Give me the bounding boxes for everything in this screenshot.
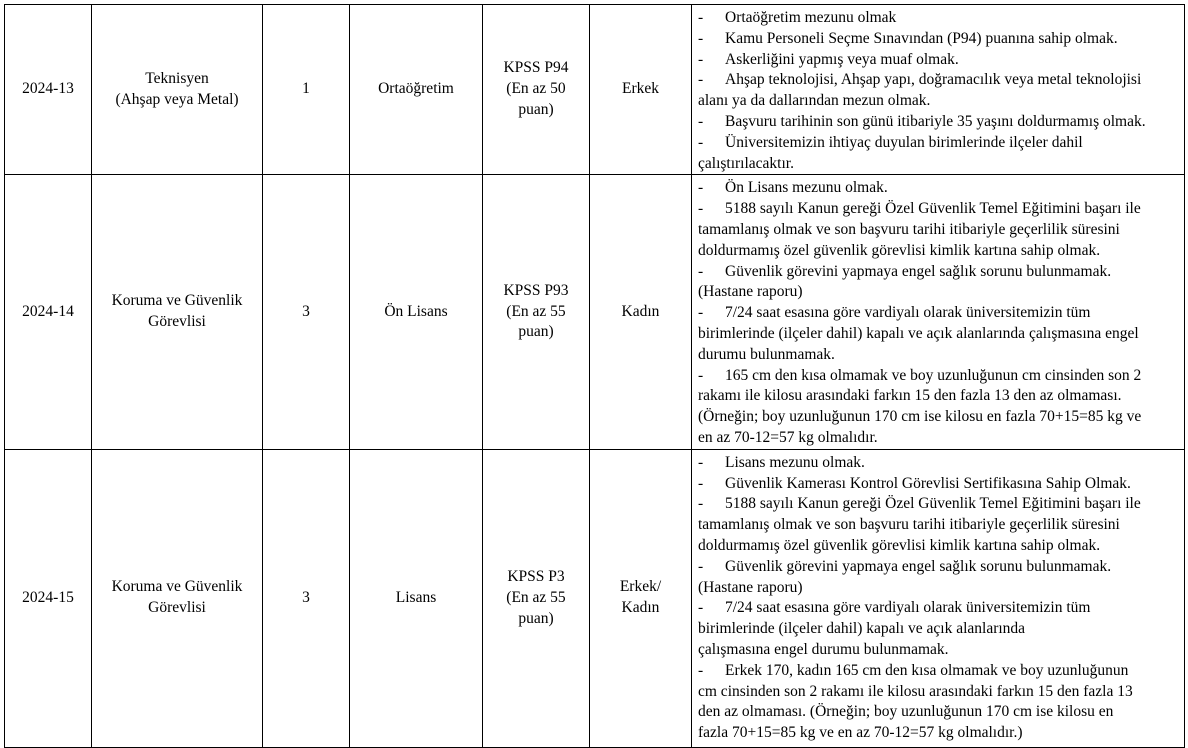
exam-requirement: KPSS P93 (En az 55 puan) <box>503 281 569 341</box>
condition-text: Ortaöğretim mezunu olmak <box>725 9 897 26</box>
condition-continuation <box>698 345 1178 366</box>
condition-continuation <box>698 386 1178 407</box>
exam-requirement-cell <box>483 5 590 175</box>
condition-text: den az olmaması. (Örneğin; boy uzunluğunun 170 cm ise kilosu en <box>698 703 1114 721</box>
condition-text: rakamı ile kilosu arasındaki farkın 15 den fazla 13 den az olmaması. <box>698 387 1122 405</box>
condition-continuation <box>698 682 1178 703</box>
condition-continuation <box>698 241 1178 262</box>
condition-continuation <box>698 640 1178 661</box>
bullet-dash-icon: - <box>698 29 704 47</box>
condition-text: alanı ya da dallarından mezun olmak. <box>698 92 931 110</box>
condition-item <box>698 199 1178 220</box>
exam-requirement: KPSS P94 (En az 50 puan) <box>503 59 569 119</box>
condition-continuation <box>698 91 1178 112</box>
position-title: Koruma ve Güvenlik Görevlisi <box>111 292 243 331</box>
posting-code-cell <box>5 175 92 449</box>
gender-cell <box>590 449 692 747</box>
posting-code: 2024-14 <box>22 302 74 320</box>
bullet-dash-icon: - <box>698 304 704 322</box>
condition-item <box>698 29 1178 50</box>
condition-text: Erkek 170, kadın 165 cm den kısa olmamak ve boy uzunluğunun <box>725 661 1129 679</box>
posting-code: 2024-15 <box>22 588 74 606</box>
education-level-cell <box>350 5 483 175</box>
conditions-cell <box>692 449 1185 747</box>
bullet-dash-icon: - <box>698 557 704 575</box>
condition-text: 7/24 saat esasına göre vardiyalı olarak üniversitemizin tüm <box>725 304 1091 322</box>
condition-text: çalışmasına engel durumu bulunmamak. <box>698 640 949 658</box>
bullet-dash-icon: - <box>698 661 704 679</box>
education-level-cell <box>350 175 483 449</box>
condition-text: cm cinsinden son 2 rakamı ile kilosu arasındaki farkın 15 den fazla 13 <box>698 682 1133 700</box>
condition-item <box>698 453 1178 474</box>
education-level-cell <box>350 449 483 747</box>
bullet-dash-icon: - <box>698 474 704 492</box>
position-title: Koruma ve Güvenlik Görevlisi <box>111 578 243 617</box>
condition-text: Güvenlik Kamerası Kontrol Görevlisi Sertifikasına Sahip Olmak. <box>725 474 1131 492</box>
position-title-cell <box>92 449 263 747</box>
condition-item <box>698 50 1178 71</box>
gender-cell <box>590 5 692 175</box>
position-count-cell <box>263 175 350 449</box>
condition-continuation <box>698 220 1178 241</box>
condition-text: birimlerinde (ilçeler dahil) kapalı ve açık alanlarında <box>698 620 1026 638</box>
condition-text: (Örneğin; boy uzunluğunun 170 cm ise kilosu en fazla 70+15=85 kg ve <box>698 408 1142 426</box>
bullet-dash-icon: - <box>698 599 704 617</box>
condition-continuation <box>698 536 1178 557</box>
table-row <box>5 175 1185 449</box>
position-count-cell <box>263 5 350 175</box>
bullet-dash-icon: - <box>698 112 704 130</box>
condition-text: doldurmamış özel güvenlik görevlisi kimlik kartına sahip olmak. <box>698 536 1101 554</box>
condition-continuation <box>698 282 1178 303</box>
condition-text: doldurmamış özel güvenlik görevlisi kimlik kartına sahip olmak. <box>698 241 1101 259</box>
condition-text: 5188 sayılı Kanun gereği Özel Güvenlik Temel Eğitimini başarı ile <box>725 200 1141 218</box>
education-level: Ortaöğretim <box>378 80 454 98</box>
bullet-dash-icon: - <box>698 262 704 280</box>
education-level: Ön Lisans <box>384 302 448 320</box>
condition-text: Lisans mezunu olmak. <box>725 453 865 471</box>
condition-text: 5188 sayılı Kanun gereği Özel Güvenlik Temel Eğitimini başarı ile <box>725 495 1141 513</box>
position-title-cell <box>92 175 263 449</box>
condition-item <box>698 557 1178 578</box>
condition-continuation <box>698 578 1178 599</box>
gender-cell <box>590 175 692 449</box>
condition-item <box>698 8 1178 29</box>
bullet-dash-icon: - <box>698 9 704 26</box>
condition-text: Güvenlik görevini yapmaya engel sağlık sorunu bulunmamak. <box>725 262 1112 280</box>
bullet-dash-icon: - <box>698 71 704 89</box>
exam-requirement-cell <box>483 449 590 747</box>
bullet-dash-icon: - <box>698 50 704 68</box>
table-row <box>5 449 1185 747</box>
condition-text: durumu bulunmamak. <box>698 345 835 363</box>
table-row <box>5 5 1185 175</box>
condition-item <box>698 598 1178 619</box>
condition-continuation <box>698 324 1178 345</box>
position-title-cell <box>92 5 263 175</box>
condition-text: tamamlanış olmak ve son başvuru tarihi itibariyle geçerlilik süresini <box>698 220 1120 238</box>
position-count-cell <box>263 449 350 747</box>
job-postings-table <box>4 4 1185 748</box>
condition-text: Üniversitemizin ihtiyaç duyulan birimlerinde ilçeler dahil <box>725 133 1083 151</box>
bullet-dash-icon: - <box>698 453 704 471</box>
condition-continuation <box>698 723 1178 744</box>
exam-requirement-cell <box>483 175 590 449</box>
posting-code-cell <box>5 449 92 747</box>
position-count: 3 <box>302 302 310 320</box>
condition-item <box>698 178 1178 199</box>
gender: Erkek <box>621 80 659 98</box>
condition-continuation <box>698 154 1178 175</box>
conditions-cell <box>692 5 1185 175</box>
condition-item <box>698 133 1178 154</box>
bullet-dash-icon: - <box>698 179 704 197</box>
education-level: Lisans <box>395 588 437 606</box>
condition-item <box>698 70 1178 91</box>
posting-code: 2024-13 <box>22 80 74 98</box>
condition-continuation <box>698 407 1178 428</box>
gender: Erkek/ Kadın <box>619 578 662 617</box>
conditions-cell <box>692 175 1185 449</box>
condition-item <box>698 262 1178 283</box>
position-title: Teknisyen (Ahşap veya Metal) <box>115 69 239 108</box>
condition-text: en az 70-12=57 kg olmalıdır. <box>698 428 878 446</box>
condition-item <box>698 366 1178 387</box>
position-count: 3 <box>302 588 310 606</box>
bullet-dash-icon: - <box>698 366 704 384</box>
condition-item <box>698 474 1178 495</box>
condition-text: Ön Lisans mezunu olmak. <box>725 179 888 197</box>
bullet-dash-icon: - <box>698 200 704 218</box>
condition-continuation <box>698 702 1178 723</box>
bullet-dash-icon: - <box>698 133 704 151</box>
condition-text: (Hastane raporu) <box>698 578 803 596</box>
condition-item <box>698 112 1178 133</box>
condition-text: tamamlanış olmak ve son başvuru tarihi itibariyle geçerlilik süresini <box>698 516 1120 534</box>
condition-item <box>698 661 1178 682</box>
condition-text: Kamu Personeli Seçme Sınavından (P94) puanına sahip olmak. <box>725 29 1118 47</box>
condition-text: çalıştırılacaktır. <box>698 154 794 172</box>
condition-continuation <box>698 515 1178 536</box>
condition-text: 7/24 saat esasına göre vardiyalı olarak üniversitemizin tüm <box>725 599 1091 617</box>
condition-text: 165 cm den kısa olmamak ve boy uzunluğunun cm cinsinden son 2 <box>725 366 1142 384</box>
condition-item <box>698 303 1178 324</box>
condition-text: Güvenlik görevini yapmaya engel sağlık sorunu bulunmamak. <box>725 557 1112 575</box>
position-count: 1 <box>302 80 310 98</box>
condition-text: fazla 70+15=85 kg ve en az 70-12=57 kg olmalıdır.) <box>698 724 1023 742</box>
condition-text: Ahşap teknolojisi, Ahşap yapı, doğramacılık veya metal teknolojisi <box>725 71 1142 89</box>
condition-text: Askerliğini yapmış veya muaf olmak. <box>725 50 959 68</box>
condition-text: birimlerinde (ilçeler dahil) kapalı ve açık alanlarında çalışmasına engel <box>698 324 1139 342</box>
condition-text: Başvuru tarihinin son günü itibariyle 35 yaşını doldurmamış olmak. <box>725 112 1146 130</box>
condition-text: (Hastane raporu) <box>698 283 803 301</box>
posting-code-cell <box>5 5 92 175</box>
bullet-dash-icon: - <box>698 495 704 513</box>
condition-item <box>698 494 1178 515</box>
gender: Kadın <box>621 302 660 320</box>
condition-continuation <box>698 619 1178 640</box>
table-body <box>5 5 1185 748</box>
exam-requirement: KPSS P3 (En az 55 puan) <box>506 568 566 627</box>
condition-continuation <box>698 428 1178 449</box>
